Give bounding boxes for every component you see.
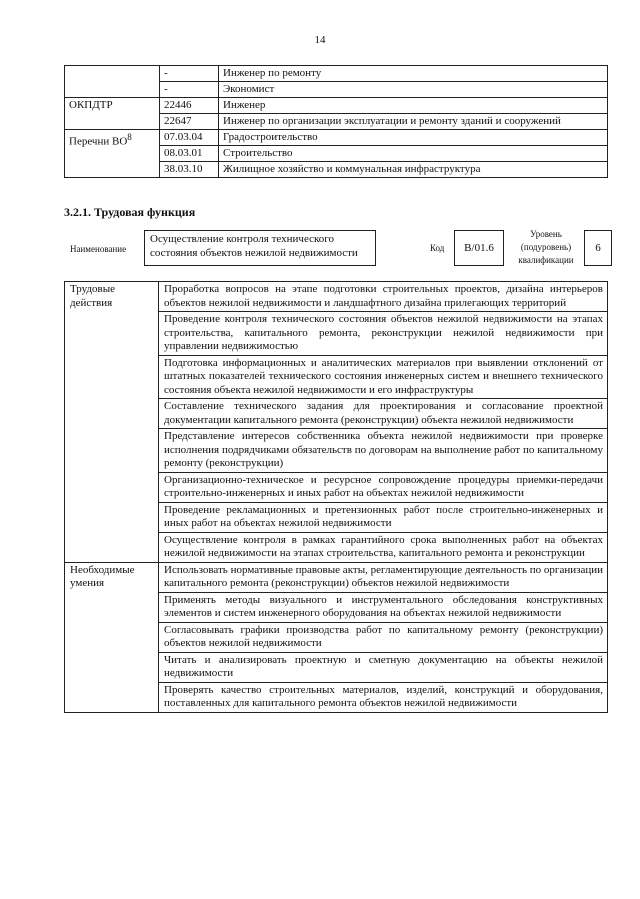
function-name: Осуществление контроля технического состояния объектов нежилой недвижимости	[144, 230, 376, 266]
function-code: B/01.6	[454, 230, 504, 266]
group-label: Перечни ВО	[69, 135, 128, 148]
code-cell: 08.03.01	[160, 146, 219, 162]
level-label	[508, 228, 584, 267]
name-cell: Градостроительство	[219, 130, 608, 146]
name-cell: Экономист	[219, 82, 608, 98]
footnote-marker: 8	[127, 132, 132, 142]
code-cell: -	[160, 66, 219, 82]
name-cell: Строительство	[219, 146, 608, 162]
name-cell: Инженер по ремонту	[219, 66, 608, 82]
level-label-line: квалификации	[518, 255, 574, 265]
qualification-codes-table	[64, 65, 608, 178]
labor-actions-heading: Трудовые действия	[65, 282, 159, 563]
required-skills-item: Проверять качество строительных материалов, изделий, конструкций и оборудования, поставленных для капитального ремонта объектов нежилой недвижимости	[159, 682, 608, 712]
required-skills-item: Читать и анализировать проектную и сметную документацию на объекты нежилой недвижимости	[159, 652, 608, 682]
labor-actions-item: Подготовка информационных и аналитических материалов при выявлении отклонений от штатных показателей технического состояния инженерных систем и внешнего технического состояния объекта нежилой недвижимости и его инфраструктуры	[159, 355, 608, 399]
required-skills-heading: Необходимые умения	[65, 562, 159, 712]
group-cell	[65, 130, 160, 178]
table-row	[65, 66, 608, 82]
name-label: Наименование	[70, 244, 127, 254]
labor-actions-item: Составление технического задания для проектирования и согласование проектной документации капитального ремонта (реконструкции) объекта нежилой недвижимости	[159, 399, 608, 429]
code-label: Код	[430, 243, 445, 253]
code-cell: 22647	[160, 114, 219, 130]
level-label-line: Уровень	[530, 229, 562, 239]
labor-actions-item: Проработка вопросов на этапе подготовки строительных проектов, дизайна интерьеров объектов нежилой недвижимости и ландшафтного дизайна прилегающих территорий	[159, 282, 608, 312]
required-skills-item: Использовать нормативные правовые акты, регламентирующие деятельность по организации капитального ремонта (реконструкции) объектов нежилой недвижимости	[159, 562, 608, 592]
function-header	[64, 230, 612, 270]
table-row	[65, 282, 608, 312]
code-cell: -	[160, 82, 219, 98]
table-row	[65, 130, 608, 146]
labor-function-table	[64, 281, 608, 713]
name-cell: Инженер	[219, 98, 608, 114]
name-cell: Инженер по организации эксплуатации и ремонту зданий и сооружений	[219, 114, 608, 130]
section-title: 3.2.1. Трудовая функция	[64, 205, 196, 219]
labor-actions-item: Проведение контроля технического состояния объектов нежилой недвижимости на этапах строительства, капитального ремонта, реконструкции нежилой недвижимости при управлении недвижимостью	[159, 312, 608, 356]
labor-actions-item: Организационно-техническое и ресурсное сопровождение процедуры приемки-передачи строительно-инженерных и иных работ на объектах нежилой недвижимости	[159, 472, 608, 502]
page-number: 14	[314, 34, 326, 46]
code-cell: 38.03.10	[160, 162, 219, 178]
table-row	[65, 562, 608, 592]
group-cell	[65, 66, 160, 98]
group-cell: ОКПДТР	[65, 98, 160, 130]
labor-actions-item: Проведение рекламационных и претензионных работ после строительно-инженерных и иных работ на объектах нежилой недвижимости	[159, 502, 608, 532]
code-cell: 22446	[160, 98, 219, 114]
code-cell: 07.03.04	[160, 130, 219, 146]
required-skills-item: Применять методы визуального и инструментального обследования конструктивных элементов и систем инженерного оборудования на объектах нежилой недвижимости	[159, 592, 608, 622]
name-cell: Жилищное хозяйство и коммунальная инфраструктура	[219, 162, 608, 178]
table-row	[65, 98, 608, 114]
qualification-level: 6	[584, 230, 612, 266]
level-label-line: (подуровень)	[520, 242, 572, 252]
labor-actions-item: Представление интересов собственника объекта нежилой недвижимости при проверке исполнения подрядчиками обязательств по договорам на выполнение работ по капитальному ремонту (реконструкции)	[159, 429, 608, 473]
required-skills-item: Согласовывать графики производства работ по капитальному ремонту (реконструкции) объектов нежилой недвижимости	[159, 622, 608, 652]
labor-actions-item: Осуществление контроля в рамках гарантийного срока выполненных работ на объектах нежилой недвижимости на этапах строительства, капитального ремонта и реконструкции	[159, 532, 608, 562]
